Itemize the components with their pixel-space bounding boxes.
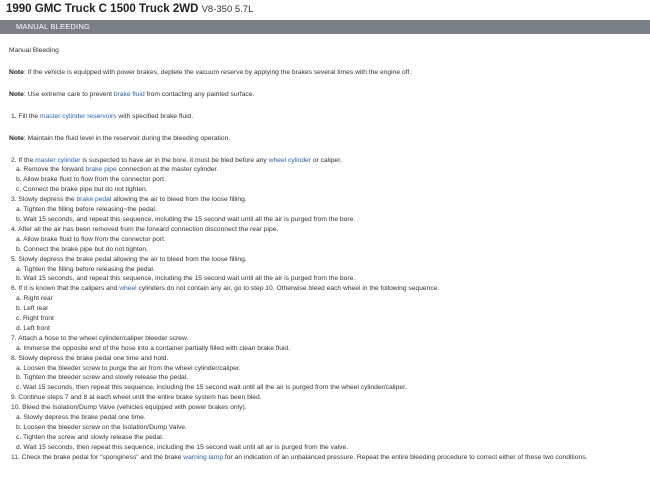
link-brake-pedal[interactable]: brake pedal: [76, 196, 112, 204]
step-text: is suspected to have air in the bore, it must be bled before any: [80, 156, 269, 164]
step-8: 8. Slowly depress the brake pedal one time and hold.: [11, 354, 169, 362]
step-text: allowing the air to bleed from the loose filling.: [111, 196, 247, 204]
step-8a: a. Loosen the bleeder screw to purge the air from the wheel cylinder/caliper.: [16, 364, 241, 372]
step-2a: [9, 165, 650, 175]
step-5a: a. Tighten the filling before releasing the pedal.: [16, 265, 155, 273]
page-title: [0, 0, 650, 20]
step-10b: b. Loosen the bleeder screw on the Isolation/Dump Valve.: [16, 424, 187, 431]
step-6c: c. Right front: [16, 315, 54, 323]
note-text: : Use extreme care to prevent: [23, 90, 114, 98]
note-fluid-level: [9, 134, 650, 144]
step-text: 2. If the: [11, 156, 36, 164]
step-5: 5. Slowly depress the brake pedal allowing the air to bleed from the loose filling.: [11, 255, 247, 263]
step-9: 9. Continue steps 7 and 8 at each wheel until the entire brake system has been bled.: [11, 394, 262, 402]
step-5b: b. Wait 15 seconds, and repeat this sequence, including the 15 second wait until all the air is purged from the bore.: [16, 275, 356, 283]
section-label: MANUAL BLEEDING: [16, 22, 90, 31]
step-text: a. Remove the forward: [16, 166, 86, 174]
step-6b: b. Left rear: [16, 305, 49, 313]
step-10c: c. Tighten the screw and slowly release the pedal.: [16, 433, 164, 441]
vehicle-title: 1990 GMC Truck C 1500 Truck 2WD: [6, 3, 199, 15]
step-6: [9, 284, 650, 294]
step-2: [9, 156, 650, 166]
step-8b: b. Tighten the bleeder screw and slowly release the pedal.: [16, 374, 189, 382]
step-text: with specified brake fluid.: [116, 112, 194, 120]
step-3: [9, 195, 650, 205]
section-header-bar: [0, 20, 650, 34]
step-8c: c. Wait 15 seconds, then repeat this sequence, including the 15 second wait until all the air is purged from the wheel cylinder/caliper.: [16, 384, 407, 392]
note-label: Note: [9, 90, 24, 98]
step-7: 7. Attach a hose to the wheel cylinder/caliper bleeder screw.: [11, 334, 189, 342]
step-4a: a. Allow brake fluid to flow from the connector port.: [16, 235, 166, 243]
step-2c: c. Connect the brake pipe but do not tighten.: [16, 186, 148, 194]
step-10a: a. Slowly depress the brake pedal one time.: [16, 414, 146, 422]
link-brake-pipe[interactable]: brake pipe: [85, 166, 117, 174]
step-text: 11. Check the brake pedal for "sponginess" and the brake: [11, 453, 184, 461]
step-text: or caliper.: [311, 156, 342, 164]
link-warning-lamp[interactable]: warning lamp: [183, 453, 224, 461]
engine-spec: V8-350 5.7L: [201, 4, 254, 15]
step-11: [9, 453, 650, 463]
step-7a: a. Immerse the opposite end of the hose into a container partially filled with clean brake fluid.: [16, 344, 290, 352]
note-text: from contacting any painted surface.: [144, 90, 255, 98]
link-wheel[interactable]: wheel: [119, 285, 137, 293]
note-vacuum: [9, 68, 650, 78]
step-text: cylinders do not contain any air, go to step 10. Otherwise bleed each wheel in the following sequence.: [136, 285, 440, 293]
procedure-heading: Manual Bleeding: [9, 47, 59, 54]
link-wheel-cylinder[interactable]: wheel cylinder: [268, 156, 311, 164]
step-text: connection at the master cylinder.: [116, 166, 219, 174]
note-text: : If the vehicle is equipped with power brakes, deplete the vacuum reserve by applying the brakes several times with the engine off.: [23, 68, 412, 76]
step-4: 4. After all the air has been removed from the forward connection disconnect the rear pipe.: [11, 225, 279, 233]
note-label: Note: [9, 134, 24, 142]
step-6a: a. Right rear: [16, 295, 53, 303]
step-3a: a. Tighten the filling before releasing~the pedal.: [16, 206, 157, 214]
step-10d: d. Wait 15 seconds, then repeat this sequence, including the 15 second wait until all air is purged from the valve.: [16, 443, 349, 451]
link-master-cylinder[interactable]: master cylinder: [35, 156, 81, 164]
step-text: 6. If it is known that the calipers and: [11, 285, 120, 293]
step-6d: d. Left front: [16, 324, 50, 332]
note-paint: [9, 90, 650, 100]
step-3b: b. Wait 15 seconds, and repeat this sequence, including the 15 second wait until all the air is purged from the bore.: [16, 215, 356, 223]
link-master-cylinder-reservoirs[interactable]: master cylinder reservoirs: [40, 112, 117, 120]
procedure-content: [0, 34, 650, 463]
step-10: 10. Bleed the Isolation/Dump Valve (vehicles equipped with power brakes only).: [11, 404, 247, 412]
step-1: [9, 112, 650, 122]
link-brake-fluid[interactable]: brake fluid: [113, 90, 145, 98]
step-text: for an indication of an unbalanced pressure. Repeat the entire bleeding procedure to correct either of these two conditions.: [223, 453, 588, 461]
note-label: Note: [9, 68, 24, 76]
step-text: 3. Slowly depress the: [11, 196, 77, 204]
step-4b: b. Connect the brake pipe but do not tighten.: [16, 245, 148, 253]
note-text: : Maintain the fluid level in the reservoir during the bleeding operation.: [23, 134, 231, 142]
step-2b: b. Allow brake fluid to flow from the connector port.: [16, 176, 166, 184]
step-text: 1. Fill the: [11, 112, 40, 120]
